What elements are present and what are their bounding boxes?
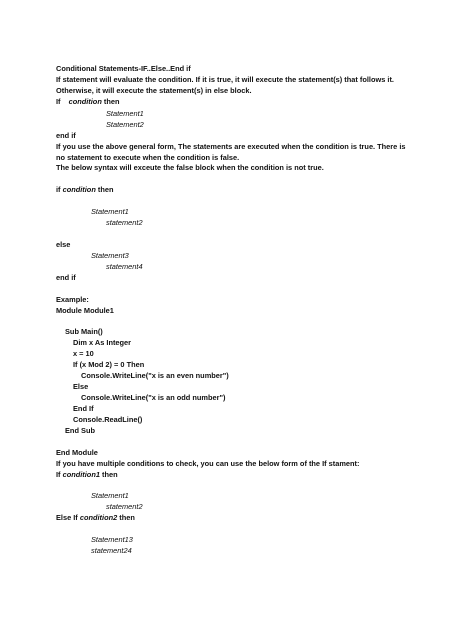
syntax2-then-keyword: then bbox=[97, 185, 114, 194]
code-line: Sub Main() bbox=[65, 327, 103, 336]
syntax2-statement2: statement2 bbox=[106, 218, 143, 227]
syntax3-then-keyword: then bbox=[102, 470, 118, 479]
syntax2-condition: condition bbox=[62, 185, 96, 194]
syntax1-statement2: Statement2 bbox=[106, 120, 144, 129]
example-end-module: End Module bbox=[56, 448, 98, 457]
syntax3-statement13: Statement13 bbox=[91, 535, 133, 544]
syntax3-statement2: statement2 bbox=[106, 502, 143, 511]
syntax1-condition: condition bbox=[68, 97, 102, 106]
syntax3-condition2: condition2 bbox=[79, 513, 118, 522]
syntax1-if-keyword: If bbox=[56, 97, 61, 106]
syntax2-else: else bbox=[56, 240, 71, 249]
code-line: If (x Mod 2) = 0 Then bbox=[73, 360, 145, 369]
intro-line-2: Otherwise, it will execute the statement(s) in else block. bbox=[56, 86, 252, 95]
syntax3-statement24: statement24 bbox=[91, 546, 132, 555]
syntax1-statement1: Statement1 bbox=[106, 109, 144, 118]
para4: If you have multiple conditions to check, you can use the below form of the If stament: bbox=[56, 459, 360, 468]
example-module: Module Module1 bbox=[56, 306, 114, 315]
para3: The below syntax will exceute the false block when the condition is not true. bbox=[56, 163, 324, 172]
syntax2-end-if: end if bbox=[56, 273, 76, 282]
code-line: Console.ReadLine() bbox=[73, 415, 143, 424]
syntax3-condition1: condition1 bbox=[62, 470, 100, 479]
intro-line-1: If statement will evaluate the condition. If it is true, it will execute the statement(s) that follows it. bbox=[56, 75, 394, 84]
syntax2-if-keyword: if bbox=[56, 185, 61, 194]
syntax3-elseif-keyword: Else If bbox=[56, 513, 78, 522]
para2-line-2: no statement to execute when the condition is false. bbox=[56, 153, 240, 162]
syntax1-end-if: end if bbox=[56, 131, 76, 140]
syntax3-if-line bbox=[56, 470, 118, 480]
syntax3-statement1: Statement1 bbox=[91, 491, 129, 500]
syntax2-if-line bbox=[56, 185, 114, 195]
syntax3-elseif-line bbox=[56, 513, 135, 523]
para2-line-1: If you use the above general form, The statements are executed when the condition is true. There is bbox=[56, 142, 406, 151]
syntax1-then-keyword: then bbox=[103, 97, 120, 106]
code-line: End Sub bbox=[65, 426, 95, 435]
syntax3-if-keyword: If bbox=[56, 470, 61, 479]
doc-title: Conditional Statements-IF..Else..End if bbox=[56, 64, 191, 73]
syntax1-if-line bbox=[56, 97, 120, 107]
code-line: x = 10 bbox=[73, 349, 94, 358]
code-line: Else bbox=[73, 382, 89, 391]
code-line: Console.WriteLine("x is an even number") bbox=[81, 371, 229, 380]
syntax2-statement1: Statement1 bbox=[91, 207, 129, 216]
code-line: Console.WriteLine("x is an odd number") bbox=[81, 393, 226, 402]
syntax2-statement3: Statement3 bbox=[91, 251, 129, 260]
example-heading: Example: bbox=[56, 295, 89, 304]
syntax3-then-keyword-2: then bbox=[119, 513, 135, 522]
code-line: Dim x As Integer bbox=[73, 338, 132, 347]
syntax2-statement4: statement4 bbox=[106, 262, 143, 271]
code-line: End If bbox=[73, 404, 94, 413]
